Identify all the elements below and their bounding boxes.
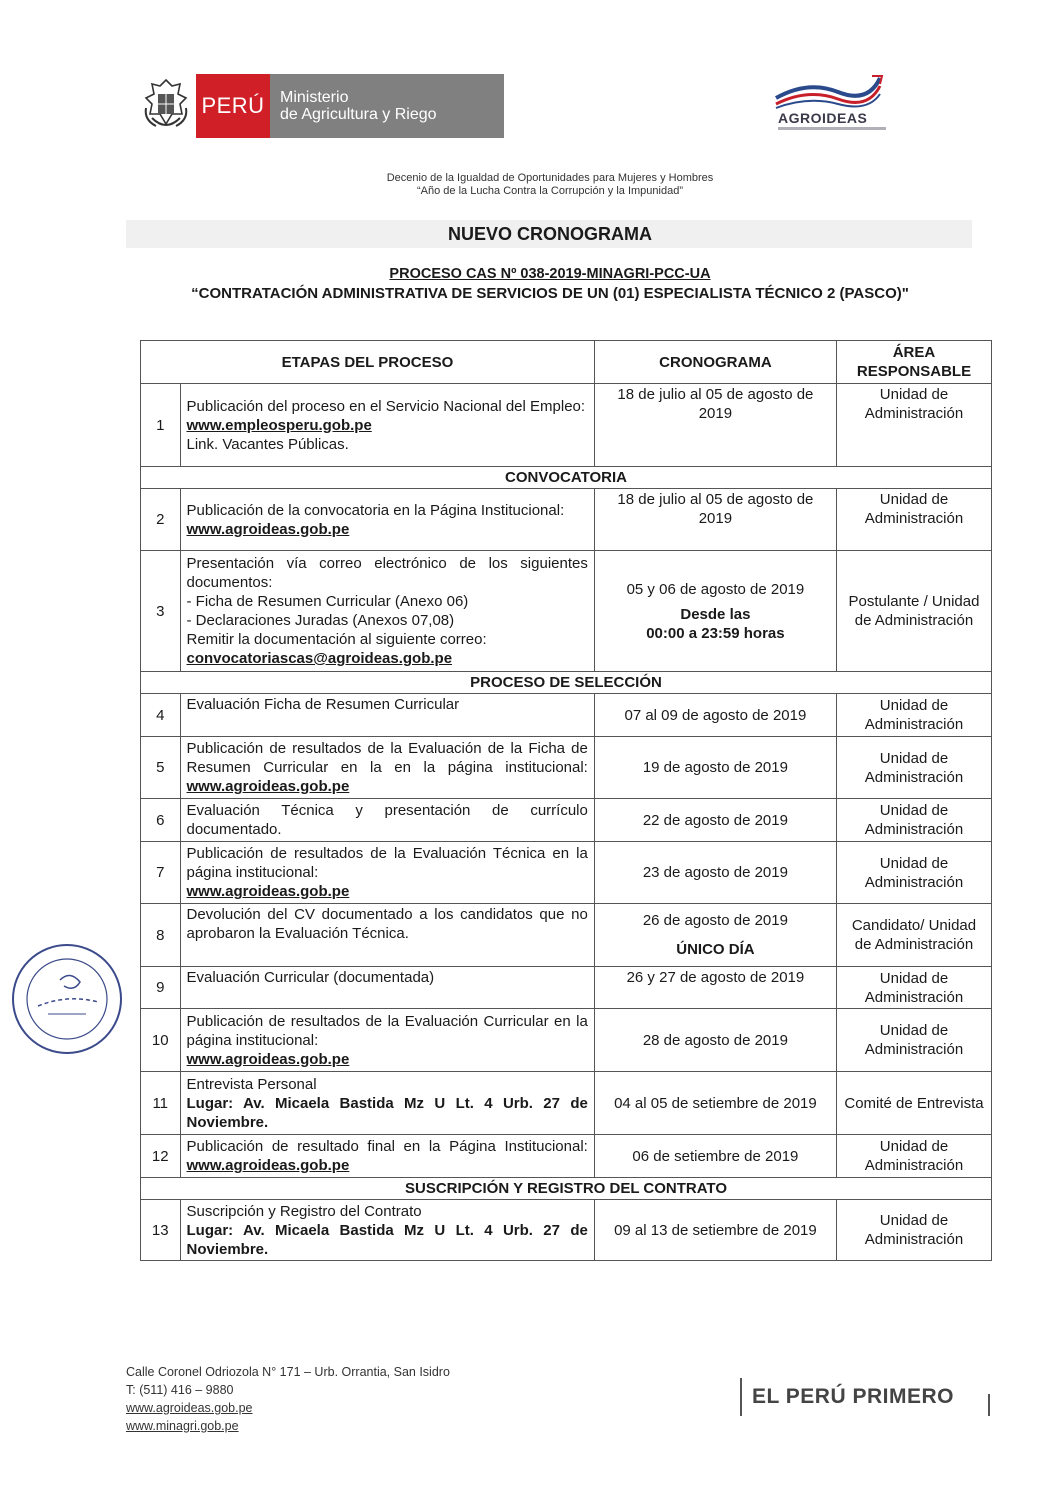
table-row xyxy=(141,967,992,1009)
decenio-line-1: Decenio de la Igualdad de Oportunidades para Mujeres y Hombres xyxy=(386,172,714,184)
row-area: Unidad de Administración xyxy=(836,1009,991,1072)
row-number: 5 xyxy=(141,737,181,799)
row-etapa: Devolución del CV documentado a los candidatos que no aprobaron la Evaluación Técnica. xyxy=(180,904,594,967)
fecha-text: 26 de agosto de 2019 xyxy=(642,912,788,929)
section-convocatoria: CONVOCATORIA xyxy=(141,467,992,489)
header-cronograma: CRONOGRAMA xyxy=(594,341,836,384)
table-row xyxy=(141,694,992,737)
page-title: NUEVO CRONOGRAMA xyxy=(447,224,652,244)
table-row xyxy=(141,551,992,672)
agroideas-waves-icon xyxy=(768,72,888,112)
email-link[interactable]: convocatoriascas@agroideas.gob.pe xyxy=(186,650,453,667)
section-row xyxy=(141,467,992,489)
section-row xyxy=(141,672,992,694)
row-fecha xyxy=(594,551,836,672)
table-row xyxy=(141,1072,992,1135)
coat-of-arms-icon xyxy=(136,74,196,138)
row-etapa xyxy=(180,1200,594,1261)
row-area: Unidad de Administración xyxy=(836,384,991,467)
row-fecha: 18 de julio al 05 de agosto de 2019 xyxy=(594,384,836,467)
row-number: 4 xyxy=(141,694,181,737)
row-area: Unidad de Administración xyxy=(836,694,991,737)
etapa-text: Publicación del proceso en el Servicio Nacional del Empleo: xyxy=(186,397,586,415)
contratacion-title: “CONTRATACIÓN ADMINISTRATIVA DE SERVICIOS DE UN (01) ESPECIALISTA TÉCNICO 2 (PASCO)" xyxy=(191,285,909,302)
row-number: 6 xyxy=(141,799,181,842)
fecha-bold: ÚNICO DÍA xyxy=(676,941,755,958)
section-suscripcion: SUSCRIPCIÓN Y REGISTRO DEL CONTRATO xyxy=(141,1178,992,1200)
row-fecha: 09 al 13 de setiembre de 2019 xyxy=(594,1200,836,1261)
proceso-code: PROCESO CAS Nº 038-2019-MINAGRI-PCC-UA xyxy=(389,266,711,282)
row-area: Postulante / Unidad de Administración xyxy=(836,551,991,672)
row-fecha: 18 de julio al 05 de agosto de 2019 xyxy=(594,489,836,551)
row-etapa xyxy=(180,1072,594,1135)
row-area: Unidad de Administración xyxy=(836,737,991,799)
table-header-row xyxy=(141,341,992,384)
table-row xyxy=(141,904,992,967)
fecha-bold: Desde las xyxy=(680,605,751,623)
row-area: Unidad de Administración xyxy=(836,799,991,842)
minagri-logo xyxy=(136,74,504,138)
footer-phone: T: (511) 416 – 9880 xyxy=(126,1383,234,1397)
row-etapa xyxy=(180,489,594,551)
row-area: Unidad de Administración xyxy=(836,489,991,551)
table-row xyxy=(141,489,992,551)
row-area: Unidad de Administración xyxy=(836,842,991,904)
etapa-text: Publicación de resultados de la Evaluación Técnica en la página institucional: xyxy=(186,845,588,881)
row-number: 11 xyxy=(141,1072,181,1135)
etapa-lugar: Lugar: Av. Micaela Bastida Mz U Lt. 4 Urb. 27 de Noviembre. xyxy=(186,1221,588,1258)
section-seleccion: PROCESO DE SELECCIÓN xyxy=(141,672,992,694)
footer-address: Calle Coronel Odriozola N° 171 – Urb. Orrantia, San Isidro xyxy=(126,1365,450,1379)
agroideas-link[interactable]: www.agroideas.gob.pe xyxy=(186,1157,350,1174)
decenio-heading xyxy=(0,172,1058,198)
row-area: Unidad de Administración xyxy=(836,967,991,1009)
footer-link-minagri[interactable]: www.minagri.gob.pe xyxy=(126,1419,239,1433)
fecha-text: 05 y 06 de agosto de 2019 xyxy=(626,580,805,598)
row-number: 3 xyxy=(141,551,181,672)
ministry-line-1: Ministerio xyxy=(280,89,349,106)
fecha-bold: 00:00 a 23:59 horas xyxy=(646,624,785,642)
table-row xyxy=(141,737,992,799)
agroideas-link[interactable]: www.agroideas.gob.pe xyxy=(186,520,350,538)
etapa-text: Publicación de resultados de la Evaluación de la Ficha de Resumen Curricular en la en la página institucional: xyxy=(186,740,588,776)
row-area: Unidad de Administración xyxy=(836,1200,991,1261)
row-etapa xyxy=(180,1135,594,1178)
official-stamp xyxy=(8,940,126,1058)
row-etapa xyxy=(180,551,594,672)
footer-link-agroideas[interactable]: www.agroideas.gob.pe xyxy=(126,1401,253,1415)
row-fecha: 23 de agosto de 2019 xyxy=(594,842,836,904)
section-row xyxy=(141,1178,992,1200)
row-number: 12 xyxy=(141,1135,181,1178)
decenio-line-2: “Año de la Lucha Contra la Corrupción y la Impunidad” xyxy=(417,185,683,197)
table-row xyxy=(141,1009,992,1072)
ministry-label xyxy=(270,74,504,138)
row-number: 8 xyxy=(141,904,181,967)
footer-contact xyxy=(126,1363,450,1435)
agroideas-link[interactable]: www.agroideas.gob.pe xyxy=(186,883,350,900)
row-etapa: Evaluación Ficha de Resumen Curricular xyxy=(180,694,594,737)
header-area: ÁREA RESPONSABLE xyxy=(836,341,991,384)
table-row xyxy=(141,384,992,467)
table-row xyxy=(141,842,992,904)
row-number: 13 xyxy=(141,1200,181,1261)
row-number: 10 xyxy=(141,1009,181,1072)
row-etapa xyxy=(180,1009,594,1072)
row-fecha: 19 de agosto de 2019 xyxy=(594,737,836,799)
row-etapa xyxy=(180,737,594,799)
row-fecha: 04 al 05 de setiembre de 2019 xyxy=(594,1072,836,1135)
table-row xyxy=(141,1200,992,1261)
agroideas-name: AGROIDEAS xyxy=(778,110,868,126)
row-fecha: 22 de agosto de 2019 xyxy=(594,799,836,842)
row-number: 7 xyxy=(141,842,181,904)
row-number: 9 xyxy=(141,967,181,1009)
row-fecha: 07 al 09 de agosto de 2019 xyxy=(594,694,836,737)
etapa-item: - Declaraciones Juradas (Anexos 07,08) xyxy=(186,612,455,629)
row-fecha: 28 de agosto de 2019 xyxy=(594,1009,836,1072)
etapa-text: Remitir la documentación al siguiente correo: xyxy=(186,631,487,648)
header-etapas: ETAPAS DEL PROCESO xyxy=(141,341,595,384)
etapa-text: Publicación de resultado final en la Página Institucional: xyxy=(186,1138,588,1155)
table-row xyxy=(141,799,992,842)
row-etapa: Evaluación Curricular (documentada) xyxy=(180,967,594,1009)
row-area: Unidad de Administración xyxy=(836,1135,991,1178)
row-area: Comité de Entrevista xyxy=(836,1072,991,1135)
empleosperu-link[interactable]: www.empleosperu.gob.pe xyxy=(186,416,372,434)
agroideas-tagline-line xyxy=(778,127,886,130)
row-number: 1 xyxy=(141,384,181,467)
agroideas-link[interactable]: www.agroideas.gob.pe xyxy=(186,778,350,795)
peru-label: PERÚ xyxy=(196,74,270,138)
etapa-text: Suscripción y Registro del Contrato xyxy=(186,1202,422,1220)
row-etapa xyxy=(180,384,594,467)
etapa-lugar: Lugar: Av. Micaela Bastida Mz U Lt. 4 Urb. 27 de Noviembre. xyxy=(186,1094,588,1131)
row-etapa: Evaluación Técnica y presentación de currículo documentado. xyxy=(180,799,594,842)
row-number: 2 xyxy=(141,489,181,551)
row-area: Candidato/ Unidad de Administración xyxy=(836,904,991,967)
cronograma-table xyxy=(140,340,992,1261)
ministry-line-2: de Agricultura y Riego xyxy=(280,106,437,123)
etapa-item: - Ficha de Resumen Curricular (Anexo 06) xyxy=(186,593,469,610)
etapa-text: Publicación de resultados de la Evaluación Curricular en la página institucional: xyxy=(186,1012,588,1049)
row-fecha xyxy=(594,904,836,967)
etapa-text: Entrevista Personal xyxy=(186,1075,317,1093)
slogan-logo: EL PERÚ PRIMERO xyxy=(740,1378,990,1416)
etapa-text: Publicación de la convocatoria en la Página Institucional: xyxy=(186,501,565,519)
table-row xyxy=(141,1135,992,1178)
etapa-extra: Link. Vacantes Públicas. xyxy=(186,435,349,453)
row-fecha: 26 y 27 de agosto de 2019 xyxy=(594,967,836,1009)
etapa-text: Presentación vía correo electrónico de los siguientes documentos: xyxy=(186,555,588,591)
row-fecha: 06 de setiembre de 2019 xyxy=(594,1135,836,1178)
agroideas-logo xyxy=(768,72,888,136)
row-etapa xyxy=(180,842,594,904)
agroideas-link[interactable]: www.agroideas.gob.pe xyxy=(186,1050,350,1068)
